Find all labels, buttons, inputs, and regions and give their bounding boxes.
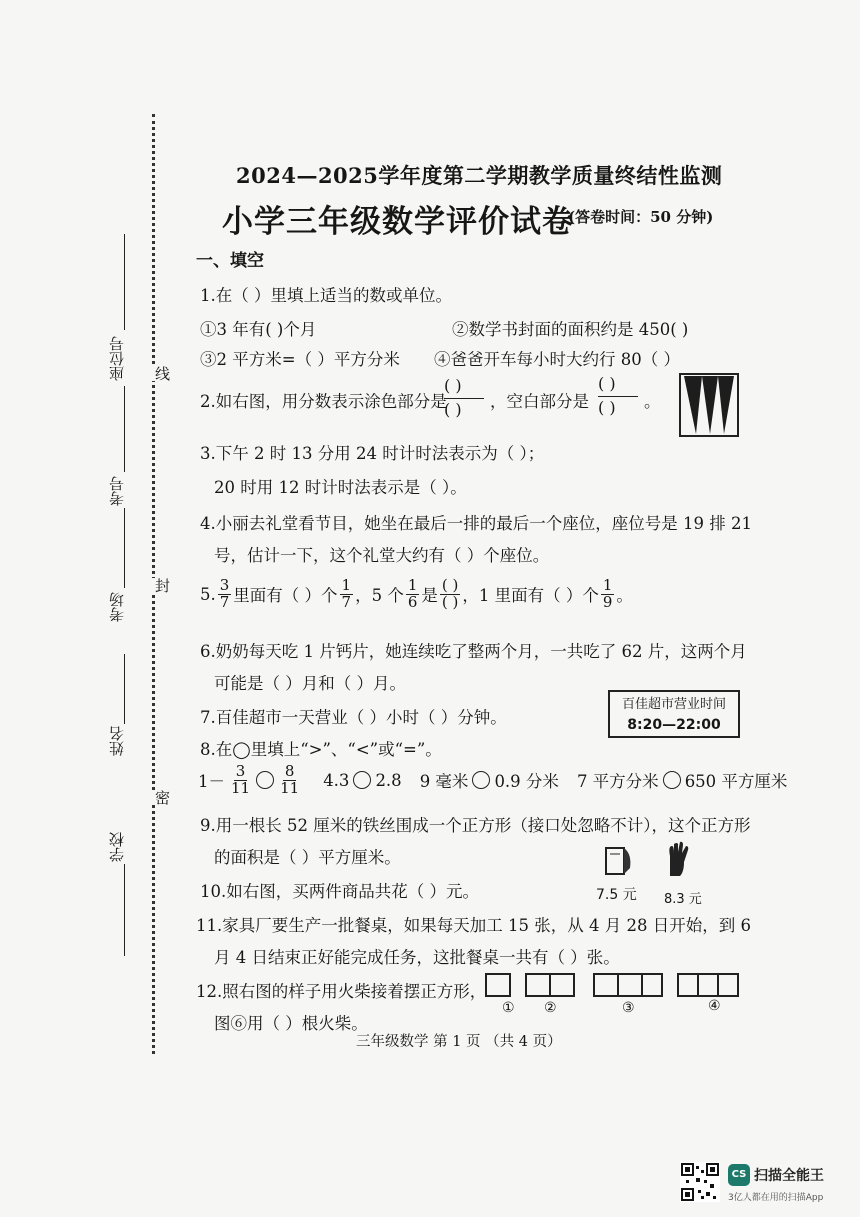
q8-compare-circle-1[interactable] xyxy=(256,771,274,789)
fig1-square xyxy=(486,974,510,996)
q5-answer-fraction: $\frac{( )}{( )}$ xyxy=(441,576,459,611)
q2-text-part3: 。 xyxy=(644,392,661,411)
shaded-part-2 xyxy=(702,376,718,434)
q2-shaded-rectangle-figure xyxy=(678,372,744,442)
q1-item-c: ③2 平方米=（ ）平方分米 xyxy=(200,350,400,369)
camscanner-tagline: 3亿人都在用的扫描App xyxy=(728,1193,824,1203)
q10-price-2: 8.3 元 xyxy=(664,892,702,907)
q4-line1: 4.小丽去礼堂看节目，她坐在最后一排的最后一个座位，座位号是 19 排 21 xyxy=(200,514,752,533)
notice-title: 百佳超市营业时间 xyxy=(621,697,726,712)
q3-line2: 20 时用 12 时计时法表示是（ ）。 xyxy=(214,478,467,497)
towel-icon xyxy=(600,844,636,880)
q4-line2: 号，估计一下，这个礼堂大约有（ ）个座位。 xyxy=(214,546,550,565)
exam-title-line1: 2024—2025学年度第二学期教学质量终结性监测 xyxy=(236,163,723,188)
q9-line2: 的面积是（ ）平方厘米。 xyxy=(214,848,401,867)
q12-fig-label-4: ④ xyxy=(708,998,721,1014)
q5-fraction-1-6: $\frac{1}{6}$ xyxy=(407,576,418,611)
blank-line-exam-room xyxy=(124,508,125,588)
q2-text-part2: ，空白部分是 xyxy=(490,392,589,411)
answer-time-note: (答卷时间：50 分钟) xyxy=(568,208,714,226)
blank-line-name xyxy=(124,654,125,724)
blank-line-seat xyxy=(124,234,125,330)
q3-line1: 3.下午 2 时 13 分用 24 时计时法表示为（ ）； xyxy=(200,444,545,463)
q8-stem: 8.在◯里填上“>”、“<”或“=”。 xyxy=(200,740,442,759)
shaded-part-3 xyxy=(718,376,734,434)
blank-line-school xyxy=(124,864,125,956)
q8-fraction-8-11: $\frac{8}{11}$ xyxy=(280,762,300,797)
q2-answer-fraction-blank: ( ) ( ) xyxy=(596,376,642,420)
q11-line1: 11.家具厂要生产一批餐桌，如果每天加工 15 张，从 4 月 28 日开始，到 6 xyxy=(196,916,751,935)
q8-compare-circle-4[interactable] xyxy=(663,771,681,789)
seal-word-xian: 线 xyxy=(153,366,171,381)
q1-item-d: ④爸爸开车每小时大约行 80（ ） xyxy=(434,350,680,369)
camscanner-name: 扫描全能王 xyxy=(754,1168,824,1184)
q5-fraction-1-7: $\frac{1}{7}$ xyxy=(341,576,352,611)
q8-fraction-3-11: $\frac{3}{11}$ xyxy=(231,762,251,797)
exam-title-line2: 小学三年级数学评价试卷 xyxy=(222,204,574,240)
qr-code-icon xyxy=(680,1162,720,1202)
q5-line: 5. $\frac{3}{7}$ 里面有（ ）个 $\frac{1}{7}$ ，5 个 $\frac{1}{6}$ 是 $\frac{( )}{( )}$ ，1 里面有（ ）个 $\frac{1}{9}$ 。 xyxy=(200,576,633,611)
q12-matchstick-squares-figure xyxy=(484,970,744,1020)
q12-fig-label-1: ① xyxy=(502,1000,515,1016)
q2-answer-fraction-shaded: ( ) ( ) xyxy=(442,378,488,422)
label-school: 学校 xyxy=(108,832,126,862)
q1-stem: 1.在（ ）里填上适当的数或单位。 xyxy=(200,286,452,305)
q5-fraction-1-9: $\frac{1}{9}$ xyxy=(602,576,613,611)
q10-price-1: 7.5 元 xyxy=(596,887,637,903)
label-name: 姓名 xyxy=(108,726,126,756)
q5-fraction-3-7: $\frac{3}{7}$ xyxy=(219,576,230,611)
q2-text-part1: 2.如右图，用分数表示涂色部分是 xyxy=(200,392,447,411)
blank-line-exam-number xyxy=(124,386,125,472)
q12-fig-label-2: ② xyxy=(544,1000,557,1016)
q10-text: 10.如右图，买两件商品共花（ ）元。 xyxy=(200,882,479,901)
camscanner-logo: CS xyxy=(728,1164,750,1186)
q6-line1: 6.奶奶每天吃 1 片钙片，她连续吃了整两个月，一共吃了 62 片，这两个月 xyxy=(200,642,747,661)
q12-line2: 图⑥用（ ）根火柴。 xyxy=(214,1014,368,1033)
section-title: 一、填空 xyxy=(196,251,264,271)
q1-item-b: ②数学书封面的面积约是 450( ) xyxy=(452,320,689,339)
q9-line1: 9.用一根长 52 厘米的铁丝围成一个正方形（接口处忽略不计），这个正方形 xyxy=(200,816,751,835)
q12-line1: 12.照右图的样子用火柴接着摆正方形， xyxy=(196,982,487,1001)
seal-word-mi: 密 xyxy=(153,790,171,805)
seal-word-feng: 封 xyxy=(153,578,171,593)
notice-time: 8:20—22:00 xyxy=(627,717,721,733)
q8-compare-circle-2[interactable] xyxy=(353,771,371,789)
glove-icon xyxy=(662,840,694,880)
page-footer: 三年级数学 第 1 页 （共 4 页） xyxy=(356,1034,562,1050)
q8-compare-circle-3[interactable] xyxy=(472,771,490,789)
q7-business-hours-sign xyxy=(608,690,740,738)
q12-fig-label-3: ③ xyxy=(622,1000,635,1016)
q11-line2: 月 4 日结束正好能完成任务，这批餐桌一共有（ ）张。 xyxy=(214,948,620,967)
q1-item-a: ①3 年有( )个月 xyxy=(200,320,317,339)
label-exam-number: 考号 xyxy=(108,476,126,506)
label-exam-room: 考场 xyxy=(108,592,126,622)
label-seat-number: 座位号 xyxy=(108,336,126,381)
q8-comparisons: 1－ $\frac{3}{11}$ $\frac{8}{11}$ 4.3 2.8 9 毫米 0.9 分米 7 平方分米 650 平方厘米 xyxy=(198,762,788,797)
q7-text: 7.百佳超市一天营业（ ）小时（ ）分钟。 xyxy=(200,708,507,727)
scanner-watermark xyxy=(680,1162,840,1206)
shaded-part-1 xyxy=(684,376,702,434)
q6-line2: 可能是（ ）月和（ ）月。 xyxy=(214,674,406,693)
